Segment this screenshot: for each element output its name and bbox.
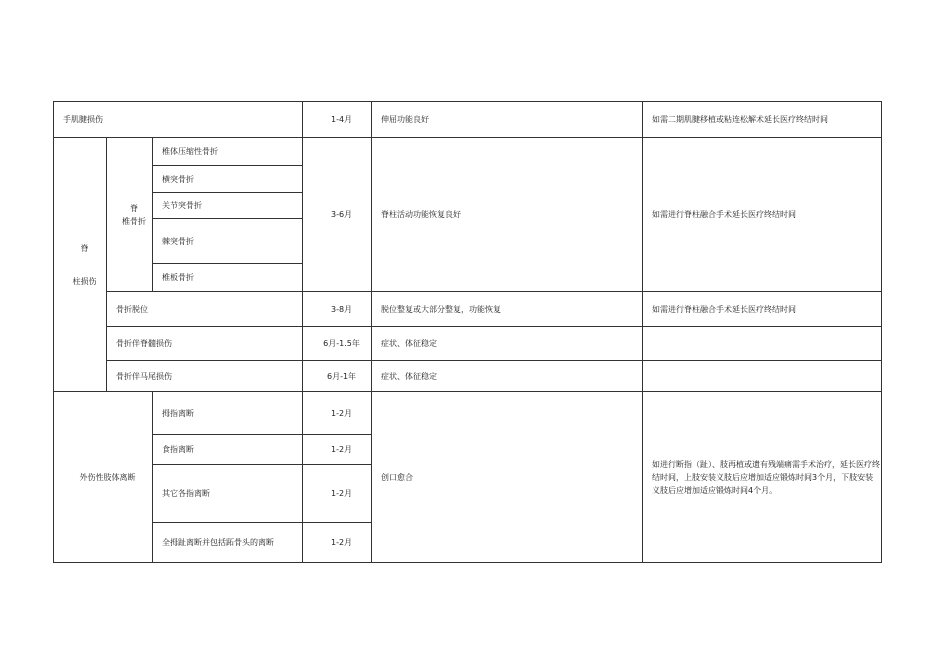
injury-name: 骨折脱位 [107, 292, 303, 327]
period-cell: 1-4月 [303, 102, 372, 138]
injury-name: 关节突骨折 [153, 193, 303, 219]
amputation-group-label: 外伤性肢体离断 [54, 392, 153, 563]
criterion-cell: 症状、体征稳定 [372, 361, 643, 392]
table-row [54, 292, 882, 327]
injury-name: 椎板骨折 [153, 264, 303, 292]
injury-name: 手肌腱损伤 [54, 102, 303, 138]
period-cell: 3-6月 [303, 138, 372, 292]
table-row [54, 392, 882, 435]
spine-group-label-bottom: 柱损伤 [72, 276, 97, 286]
table-row [54, 138, 882, 166]
spine-group-label [54, 138, 107, 392]
injury-period-table [53, 101, 882, 563]
injury-name: 骨折伴马尾损伤 [107, 361, 303, 392]
injury-name: 其它各指离断 [153, 465, 303, 523]
injury-name: 棘突骨折 [153, 219, 303, 264]
injury-name: 横突骨折 [153, 166, 303, 193]
period-cell: 6月-1年 [303, 361, 372, 392]
criterion-cell: 脱位整复或大部分整复，功能恢复 [372, 292, 643, 327]
table-row [54, 327, 882, 361]
note-cell [643, 361, 882, 392]
period-cell: 1-2月 [303, 435, 372, 465]
injury-name: 椎体压缩性骨折 [153, 138, 303, 166]
note-cell: 如进行断指（趾）、肢再植或遗有残端痛需手术治疗，延长医疗终结时间，上肢安装义肢后应增加适应锻炼时间3个月，下肢安装义肢后应增加适应锻炼时间4个月。 [643, 392, 882, 563]
period-cell: 1-2月 [303, 392, 372, 435]
table-row [54, 102, 882, 138]
vertebra-fracture-label-bottom: 椎骨折 [122, 216, 146, 226]
note-cell [643, 327, 882, 361]
period-cell: 1-2月 [303, 465, 372, 523]
criterion-cell: 创口愈合 [372, 392, 643, 563]
spine-group-label-top: 脊 [80, 243, 89, 253]
injury-name: 骨折伴脊髓损伤 [107, 327, 303, 361]
note-cell: 如需进行脊柱融合手术延长医疗终结时间 [643, 138, 882, 292]
criterion-cell: 症状、体征稳定 [372, 327, 643, 361]
period-cell: 6月-1.5年 [303, 327, 372, 361]
period-cell: 3-8月 [303, 292, 372, 327]
vertebra-fracture-label [107, 138, 153, 292]
injury-name: 拇指离断 [153, 392, 303, 435]
note-cell: 如需二期肌腱移植或粘连松解术延长医疗终结时间 [643, 102, 882, 138]
injury-name: 食指离断 [153, 435, 303, 465]
table-row [54, 361, 882, 392]
criterion-cell: 伸屈功能良好 [372, 102, 643, 138]
injury-name: 全拇趾离断并包括跖骨头的离断 [153, 523, 303, 563]
note-cell: 如需进行脊柱融合手术延长医疗终结时间 [643, 292, 882, 327]
period-cell: 1-2月 [303, 523, 372, 563]
criterion-cell: 脊柱活动功能恢复良好 [372, 138, 643, 292]
vertebra-fracture-label-top: 脊 [130, 203, 138, 213]
